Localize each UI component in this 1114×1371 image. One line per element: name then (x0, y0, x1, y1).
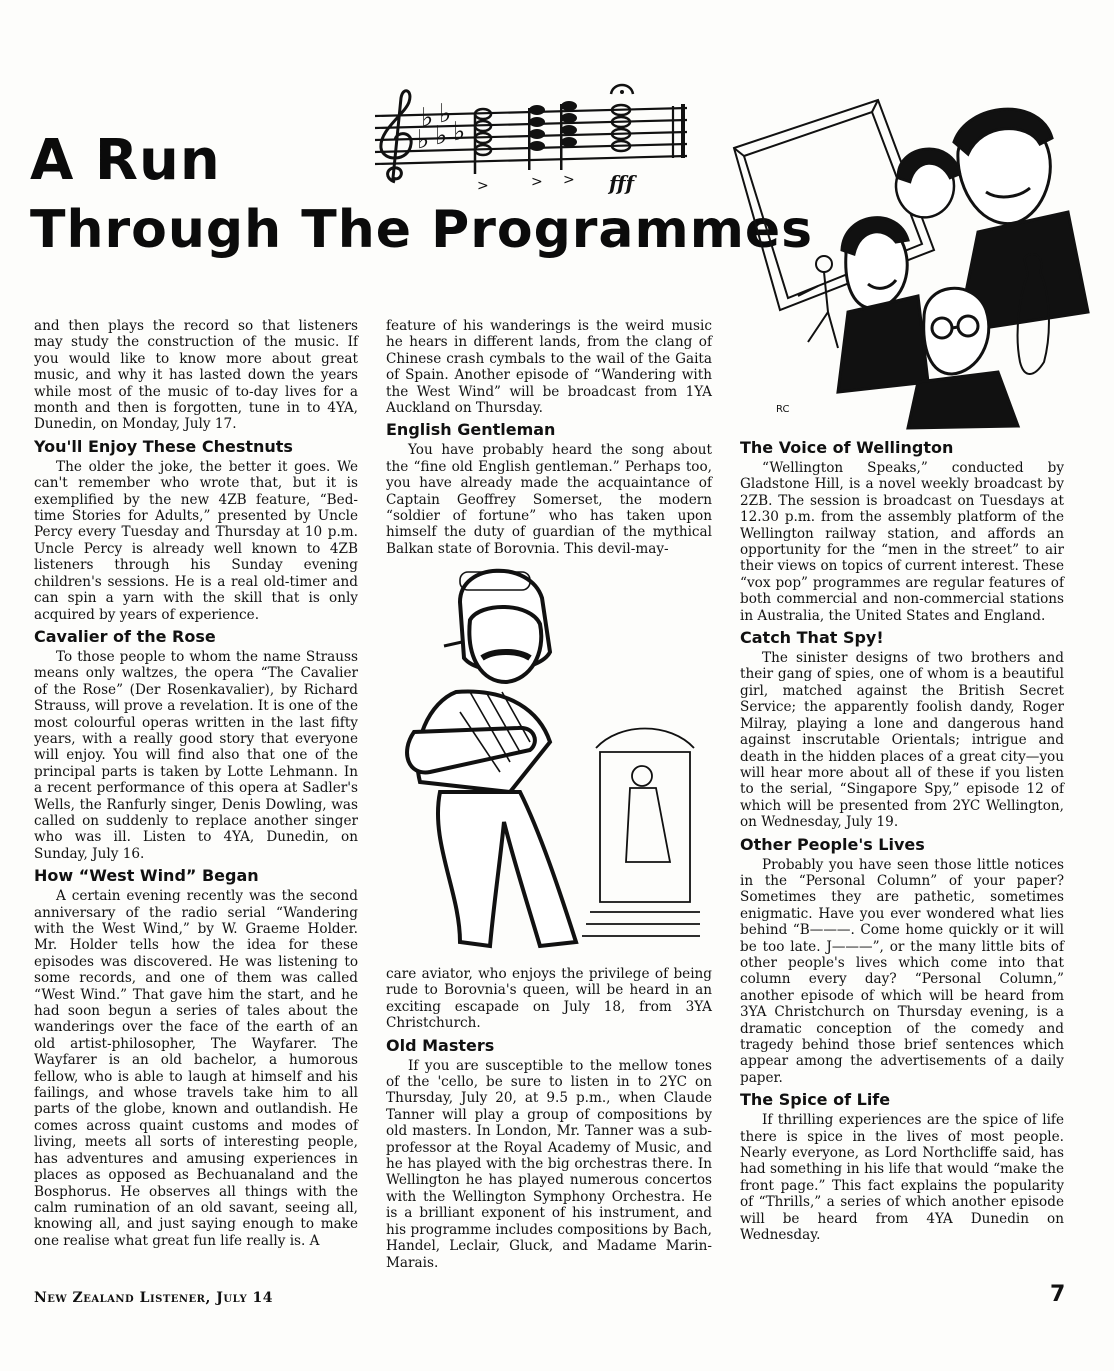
heading-voice-of-wellington: The Voice of Wellington (740, 438, 954, 457)
heading-catch-that-spy: Catch That Spy! (740, 628, 884, 648)
column1-intro: and then plays the record so that listeners may study the construction of the music. If you would like to know more about great music, and why it has lasted down the years while most of the music of to-day lives for a month and then is forgotten, tune in to 4YA, Dunedin, on Monday, July 17. (34, 318, 358, 433)
svg-text:♭: ♭ (439, 99, 452, 129)
svg-text:>: > (477, 178, 489, 194)
body-other-peoples-lives: Probably you have seen those little notices in the “Personal Column” of your paper? Sometimes they are pathetic, sometimes enigmatic. Have you ever wondered what lies behind “B———. Come home quickly or it will be too late. J———”, or the many little bits of other people's lives which come into that column every day? “Personal Column,” another episode of which will be heard from 3YA Christchurch on Thursday evening, is a dramatic conception of the comedy and tragedy behind those brief sentences which appear among the advertisements of a daily paper. (740, 856, 1064, 1086)
heading-west-wind: How “West Wind” Began (34, 866, 259, 886)
body-old-masters: If you are susceptible to the mellow tones of the 'cello, be sure to listen in to 2YC on Thursday, July 20, at 9.5 p.m., when Claude Tanner will play a group of compositions by old masters. In London, Mr. Tanner was a sub-professor at the Royal Academy of Music, and he has played with the big orchestras there. In Wellington he has played numerous concertos with the Wellington Symphony Orchestra. He is a brilliant exponent of his instrument, and his programme includes compositions by Bach, Handel, Leclair, Gluck, and Madame Marin-Marais. (386, 1057, 712, 1271)
artist-signature: RC (776, 404, 790, 415)
heading-spice-of-life: The Spice of Life (740, 1090, 891, 1110)
column-2-top (386, 318, 712, 557)
aviator-cartoon (390, 562, 700, 960)
page-title-line-2: Through The Programmes (30, 200, 814, 260)
body-cavalier: To those people to whom the name Strauss means only waltzes, the opera “The Cavalier of the Rose” (Der Rosenkavalier), by Richard Strauss, will prove a revelation. It is one of the most colourful operas written in the last fifty years, with a really good story that everyone will enjoy. You will find also that one of the principal parts is taken by Lotte Lehmann. In a recent performance of this opera at Sadler's Wells, the Ranfurly singer, Denis Dowling, was called on suddenly to replace another singer who was ill. Listen to 4YA, Dunedin, on Sunday, July 16. (34, 648, 358, 862)
column-1 (34, 318, 358, 1249)
body-voice-of-wellington: “Wellington Speaks,” conducted by Gladstone Hill, is a novel weekly broadcast by 2ZB. The session is broadcast on Tuesdays at 12.30 p.m. from the assembly platform of the Wellington railway station, and affords an opportunity for the “men in the street” to air their views on topics of current interest. These “vox pop” programmes are regular features of both commercial and non-commercial stations in Australia, the United States and England. (740, 460, 1064, 624)
heading-chestnuts: You'll Enjoy These Chestnuts (34, 436, 293, 456)
treble-clef-icon (381, 91, 411, 182)
heading-cavalier: Cavalier of the Rose (34, 626, 216, 646)
flat-signs (417, 99, 465, 155)
publication-footer: New Zealand Listener, July 14 (34, 1290, 273, 1306)
radio-personalities-cartoon (728, 82, 1100, 430)
svg-text:♭: ♭ (421, 103, 434, 133)
column-3 (740, 434, 1064, 1243)
music-score-illustration (365, 78, 695, 200)
heading-english-gentleman: English Gentleman (386, 420, 556, 440)
svg-text:♭: ♭ (435, 121, 448, 151)
heading-other-peoples-lives: Other People's Lives (740, 834, 925, 854)
note-chords (475, 105, 630, 174)
column2-intro: feature of his wanderings is the weird music he hears in different lands, from the clang of Chinese crash cymbals to the wail of the Gaita of Spain. Another episode of “Wandering with the West Wind” will be broadcast from 1YA Auckland on Thursday. (386, 318, 712, 417)
body-chestnuts: The older the joke, the better it goes. We can't remember who wrote that, but it is exemplified by the new 4ZB feature, “Bed-time Stories for Adults,” presented by Uncle Percy every Tuesday and Thursday at 10 p.m. Uncle Percy is already well known to 4ZB listeners through his Sunday evening children's sessions. He is a real old-timer and can spin a yarn with the skill that is only acquired by years of experience. (34, 458, 358, 623)
body-spice-of-life: If thrilling experiences are the spice of life there is spice in the lives of most people. Nearly everyone, as Lord Northcliffe said, has had something in his life that would “make the front page.” This fact explains the popularity of “Thrills,” a series of which another episode will be heard from 4YA Dunedin on Wednesday. (740, 1112, 1064, 1244)
heading-old-masters: Old Masters (386, 1035, 495, 1055)
body-catch-that-spy: The sinister designs of two brothers and their gang of spies, one of whom is a beautiful girl, matched against the British Secret Service; the apparently foolish dandy, Roger Milray, playing a lone and dangerous hand against inscrutable Orientals; intrigue and death in the hidden places of a great city—you will hear more about all of these if you listen to the serial, “Singapore Spy,” episode 12 of which will be presented from 2YC Wellington, on Wednesday, July 19. (740, 650, 1064, 831)
body-west-wind: A certain evening recently was the second anniversary of the radio serial “Wandering with the West Wind,” by W. Graeme Holder. Mr. Holder tells how the idea for these episodes was discovered. He was listening to some records, and one of them was called “West Wind.” That gave him the start, and he had soon begun a series of tales about the wanderings over the face of the earth of an old artist-philosopher, The Wayfarer. The Wayfarer is an old bachelor, a humorous fellow, who is able to laugh at himself and his failings, and whose travels take him to all parts of the globe, known and outlandish. He comes across quaint customs and modes of living, meets all sorts of interesting people, has adventures and amusing experiences in places as opposed as Bechuanaland and the Bosphorus. He observes all things with the calm rumination of an old savant, seeing all, knowing all, and just saying enough to make one realise what great fun life really is. A (34, 888, 358, 1249)
column-2-bottom (386, 966, 712, 1271)
page-number: 7 (1050, 1282, 1066, 1307)
page-title-line-1: A Run (30, 128, 221, 193)
svg-text:♭: ♭ (453, 117, 466, 147)
body-english-gentleman-cont: care aviator, who enjoys the privilege of being rude to Borovnia's queen, will be heard in an exciting escapade on July 18, from 3YA Christchurch. (386, 966, 712, 1032)
svg-text:>: > (531, 174, 543, 190)
body-english-gentleman: You have probably heard the song about the “fine old English gentleman.” Perhaps too, you have already made the acquaintance of Captain Geoffrey Somerset, the modern “soldier of fortune” who has taken upon himself the duty of guardian of the mythical Balkan state of Borovnia. This devil-may- (386, 442, 712, 557)
dynamic-marking: fff (609, 171, 635, 195)
svg-text:♭: ♭ (417, 125, 430, 155)
svg-text:>: > (563, 172, 575, 188)
